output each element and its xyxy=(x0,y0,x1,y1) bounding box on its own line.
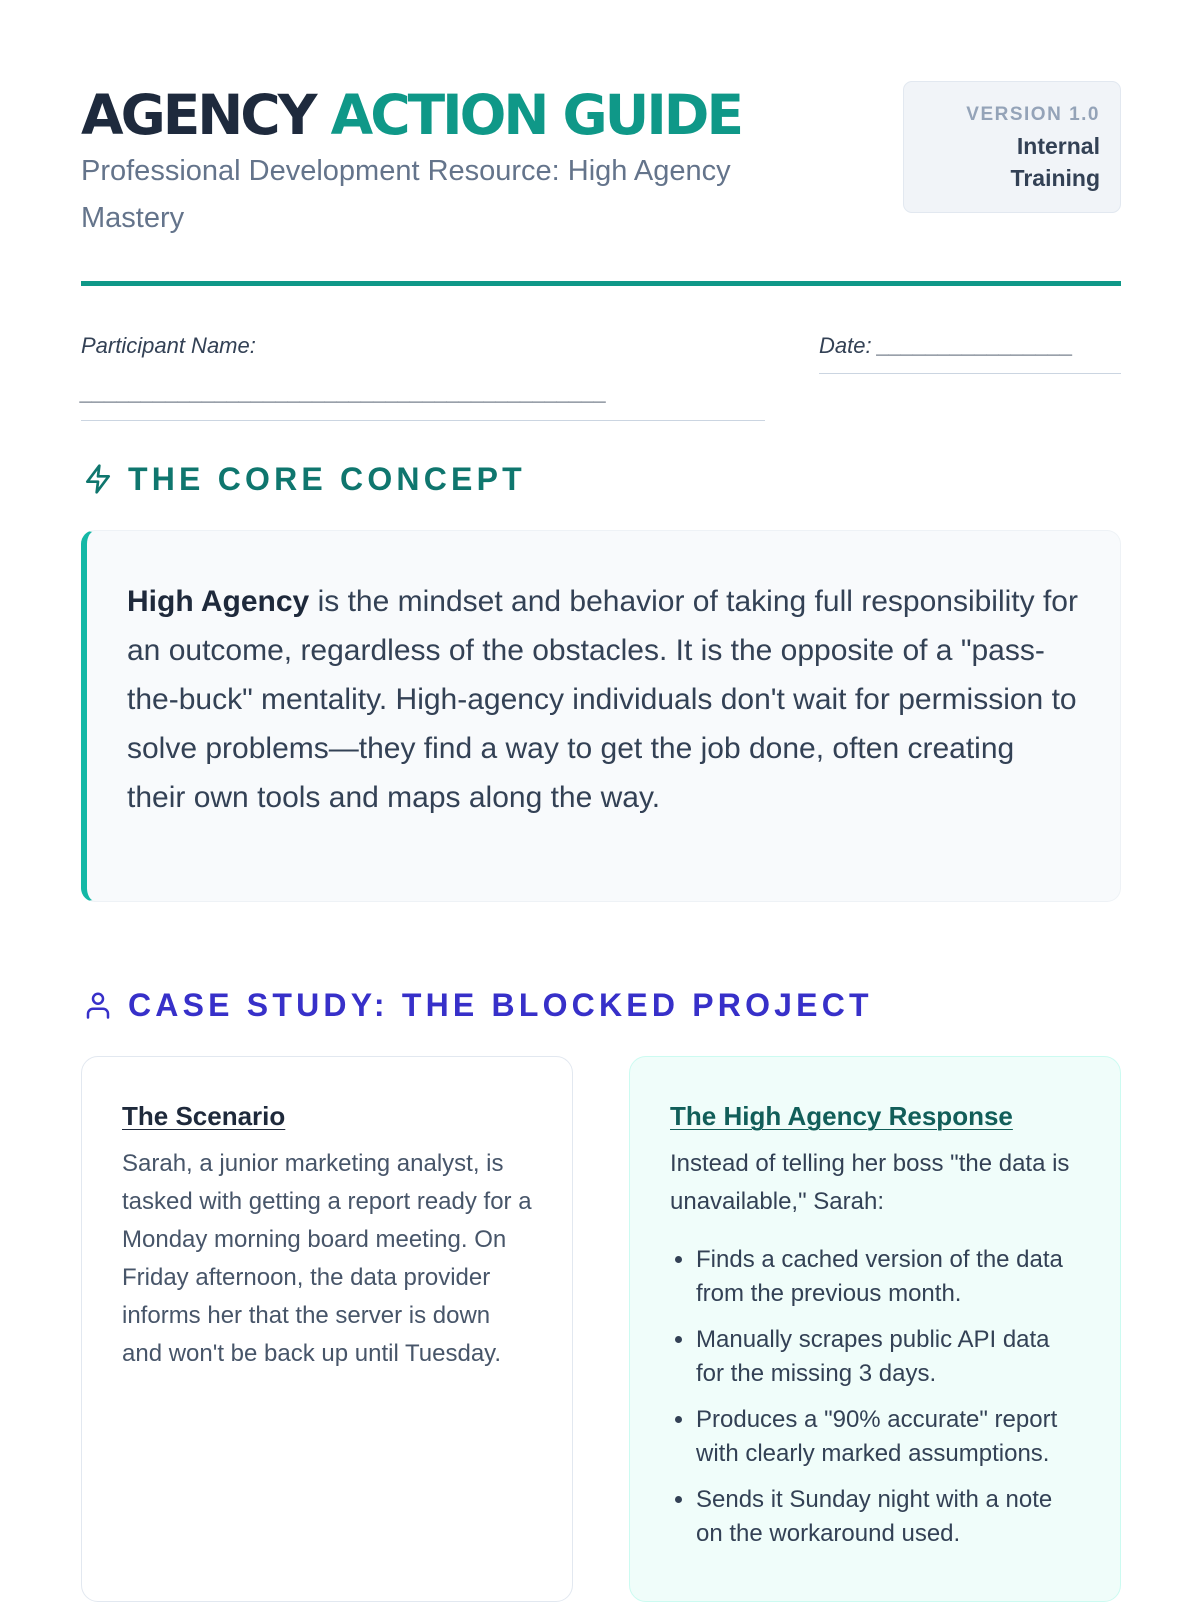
core-concept-text xyxy=(127,577,1080,822)
response-card xyxy=(629,1056,1121,1602)
scenario-title: The Scenario xyxy=(122,1101,286,1131)
response-list xyxy=(670,1243,1080,1551)
core-concept-body: is the mindset and behavior of taking full responsibility for an outcome, regardless of the obstacles. It is the opposite of a "pass-the-buck" mentality. High-agency individuals don't wait for permission to solve problems—they find a way to get the job done, often creating their own tools and maps along the way. xyxy=(127,585,1078,814)
page-title xyxy=(81,84,741,146)
core-concept-term: High Agency xyxy=(127,585,310,618)
lightning-icon xyxy=(81,462,115,496)
title-part-action-guide: ACTION GUIDE xyxy=(330,83,742,147)
scenario-card xyxy=(81,1056,573,1602)
core-concept-callout xyxy=(81,530,1121,902)
header-divider xyxy=(81,281,1121,286)
page-subtitle: Professional Development Resource: High Agency Mastery xyxy=(81,155,731,234)
scenario-text: Sarah, a junior marketing analyst, is tasked with getting a report ready for a Monday morning board meeting. On Friday afternoon, the data provider informs her that the server is down and won't be back up until Tuesday. xyxy=(122,1150,532,1367)
response-intro: Instead of telling her boss "the data is unavailable," Sarah: xyxy=(670,1150,1070,1215)
page-header xyxy=(81,78,1121,248)
version-audience: Internal Training xyxy=(1010,133,1100,191)
list-item: • Produces a "90% accurate" report with clearly marked assumptions. xyxy=(696,1403,1080,1471)
core-concept-heading xyxy=(81,459,526,499)
version-label: VERSION 1.0 xyxy=(966,104,1100,125)
list-item: • Sends it Sunday night with a note on the workaround used. xyxy=(696,1483,1080,1551)
case-study-heading xyxy=(81,985,873,1025)
version-badge xyxy=(903,81,1121,213)
section-title: THE CORE CONCEPT xyxy=(128,460,526,497)
title-part-agency: AGENCY xyxy=(81,83,315,147)
section-title: CASE STUDY: THE BLOCKED PROJECT xyxy=(128,986,873,1023)
response-title: The High Agency Response xyxy=(670,1101,1013,1131)
date-field[interactable]: Date: ________________ xyxy=(819,322,1121,374)
list-item: • Finds a cached version of the data from the previous month. xyxy=(696,1243,1080,1311)
participant-name-field[interactable]: Participant Name: ___________________________________________ xyxy=(81,322,765,421)
list-item: • Manually scrapes public API data for the missing 3 days. xyxy=(696,1323,1080,1391)
user-icon xyxy=(81,988,115,1022)
